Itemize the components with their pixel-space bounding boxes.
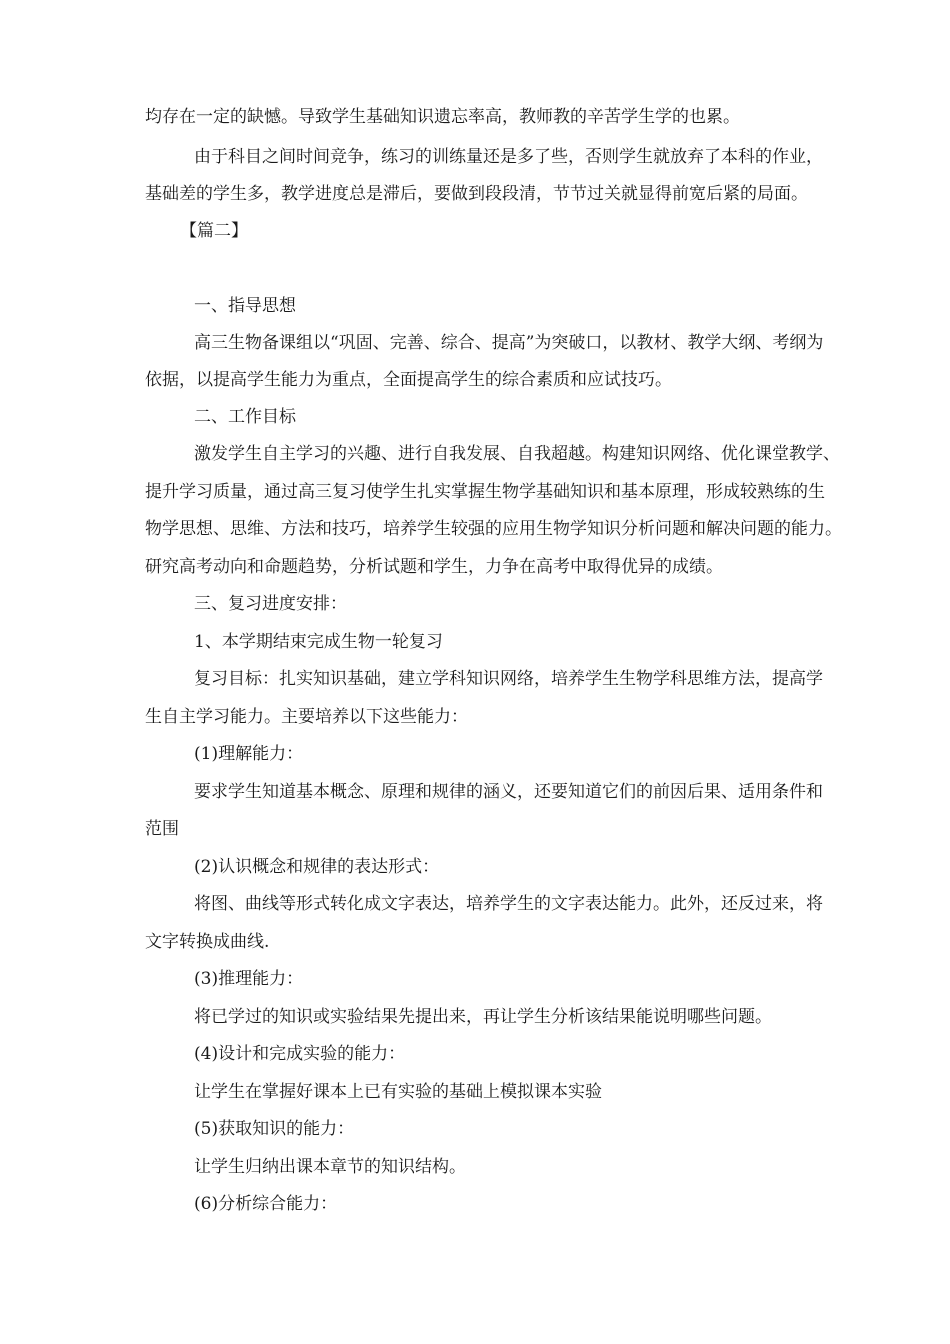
text-line: 提升学习质量，通过高三复习使学生扎实掌握生物学基础知识和基本原理，形成较熟练的生 bbox=[145, 482, 825, 502]
text-line: 复习目标：扎实知识基础，建立学科知识网络，培养学生生物学科思维方法，提高学 bbox=[194, 669, 823, 689]
section-heading: 二、工作目标 bbox=[194, 407, 296, 427]
text-line: 将图、曲线等形式转化成文字表达，培养学生的文字表达能力。此外，还反过来，将 bbox=[194, 894, 823, 914]
text-line: 基础差的学生多，教学进度总是滞后，要做到段段清，节节过关就显得前宽后紧的局面。 bbox=[145, 184, 808, 204]
subsection-heading: 1、本学期结束完成生物一轮复习 bbox=[194, 632, 443, 652]
section-heading: 【篇二】 bbox=[180, 221, 248, 241]
text-line: 让学生归纳出课本章节的知识结构。 bbox=[194, 1157, 466, 1177]
item-heading: (4)设计和完成实验的能力： bbox=[194, 1044, 406, 1064]
text-line: 依据，以提高学生能力为重点，全面提高学生的综合素质和应试技巧。 bbox=[145, 370, 672, 390]
text-line: 研究高考动向和命题趋势，分析试题和学生，力争在高考中取得优异的成绩。 bbox=[145, 557, 723, 577]
text-line: 激发学生自主学习的兴趣、进行自我发展、自我超越。构建知识网络、优化课堂教学、 bbox=[194, 444, 840, 464]
section-heading: 三、复习进度安排： bbox=[194, 594, 347, 614]
text-line: 让学生在掌握好课本上已有实验的基础上模拟课本实验 bbox=[194, 1082, 602, 1102]
text-line: 要求学生知道基本概念、原理和规律的涵义，还要知道它们的前因后果、适用条件和 bbox=[194, 782, 823, 802]
text-line: 物学思想、思维、方法和技巧，培养学生较强的应用生物学知识分析问题和解决问题的能力。 bbox=[145, 519, 842, 539]
text-line: 高三生物备课组以“巩固、完善、综合、提高”为突破口，以教材、教学大纲、考纲为 bbox=[194, 333, 824, 353]
item-heading: (2)认识概念和规律的表达形式： bbox=[194, 857, 440, 877]
text-line: 将已学过的知识或实验结果先提出来，再让学生分析该结果能说明哪些问题。 bbox=[194, 1007, 772, 1027]
item-heading: (6)分析综合能力： bbox=[194, 1194, 338, 1214]
item-heading: (5)获取知识的能力： bbox=[194, 1119, 355, 1139]
text-line: 均存在一定的缺憾。导致学生基础知识遗忘率高，教师教的辛苦学生学的也累。 bbox=[145, 107, 740, 127]
text-line: 范围 bbox=[145, 819, 179, 839]
text-line: 由于科目之间时间竞争，练习的训练量还是多了些，否则学生就放弃了本科的作业， bbox=[194, 147, 823, 167]
text-line: 生自主学习能力。主要培养以下这些能力： bbox=[145, 707, 468, 727]
item-heading: (3)推理能力： bbox=[194, 969, 304, 989]
section-heading: 一、指导思想 bbox=[194, 296, 296, 316]
item-heading: (1)理解能力： bbox=[194, 744, 304, 764]
text-line: 文字转换成曲线. bbox=[145, 932, 270, 952]
